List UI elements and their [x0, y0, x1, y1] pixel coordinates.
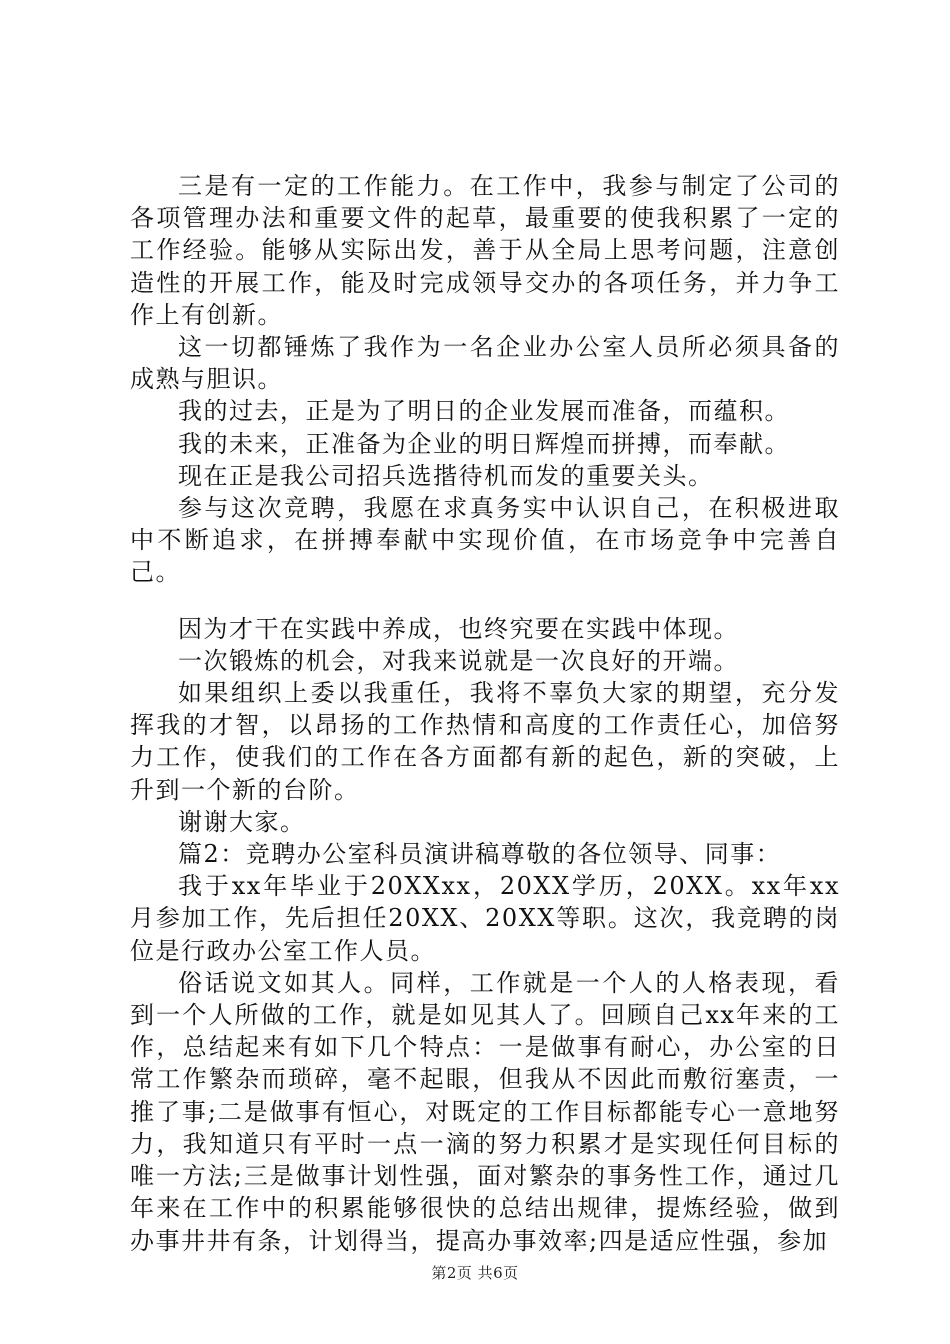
paragraph: 现在正是我公司招兵选揩待机而发的重要关头。	[178, 461, 714, 490]
paragraph: 因为才干在实践中养成，也终究要在实践中体现。	[178, 614, 739, 643]
page-number-footer: 第2页 共6页	[431, 1264, 519, 1282]
paragraph: 三是有一定的工作能力。在工作中，我参与制定了公司的各项管理办法和重要文件的起草，最重要的使我积累了一定的工作经验。能够从实际出发，善于从全局上思考问题，注意创造性的开展工作，能及时完成领导交办的各项任务，并力争工作上有创新。	[130, 172, 840, 329]
section-heading: 篇2：竞聘办公室科员演讲稿尊敬的各位领导、同事：	[178, 840, 782, 869]
paragraph: 我的未来，正准备为企业的明日辉煌而拼搏，而奉献。	[178, 429, 790, 458]
paragraph: 俗话说文如其人。同样，工作就是一个人的人格表现，看到一个人所做的工作，就是如见其人了。回顾自己xx年来的工作，总结起来有如下几个特点：一是做事有耐心，办公室的日常工作繁杂而琐碎，毫不起眼，但我从不因此而敷衍塞责，一推了事;二是做事有恒心，对既定的工作目标都能专心一意地努力，我知道只有平时一点一滴的努力积累才是实现任何目标的唯一方法;三是做事计划性强，面对繁杂的事务性工作，通过几年来在工作中的积累能够很快的总结出规律，提炼经验，做到办事井井有条，计划得当，提高办事效率;四是适应性强，参加	[130, 968, 840, 1255]
paragraph: 谢谢大家。	[178, 807, 306, 836]
paragraph: 如果组织上委以我重任，我将不辜负大家的期望，充分发挥我的才智，以昂扬的工作热情和高度的工作责任心，加倍努力工作，使我们的工作在各方面都有新的起色，新的突破，上升到一个新的台阶。	[130, 679, 840, 804]
document-body	[130, 170, 840, 1257]
paragraph: 这一切都锤炼了我作为一名企业办公室人员所必须具备的成熟与胆识。	[130, 333, 840, 394]
paragraph: 一次锻炼的机会，对我来说就是一次良好的开端。	[178, 646, 739, 675]
paragraph: 我的过去，正是为了明日的企业发展而准备，而蕴积。	[178, 397, 790, 426]
paragraph: 我于xx年毕业于20XXxx，20XX学历，20XX。xx年xx月参加工作，先后担任20XX、20XX等职。这次，我竞聘的岗位是行政办公室工作人员。	[130, 872, 840, 965]
paragraph: 参与这次竞聘，我愿在求真务实中认识自己，在积极进取中不断追求，在拼搏奉献中实现价值，在市场竞争中完善自己。	[130, 494, 840, 587]
